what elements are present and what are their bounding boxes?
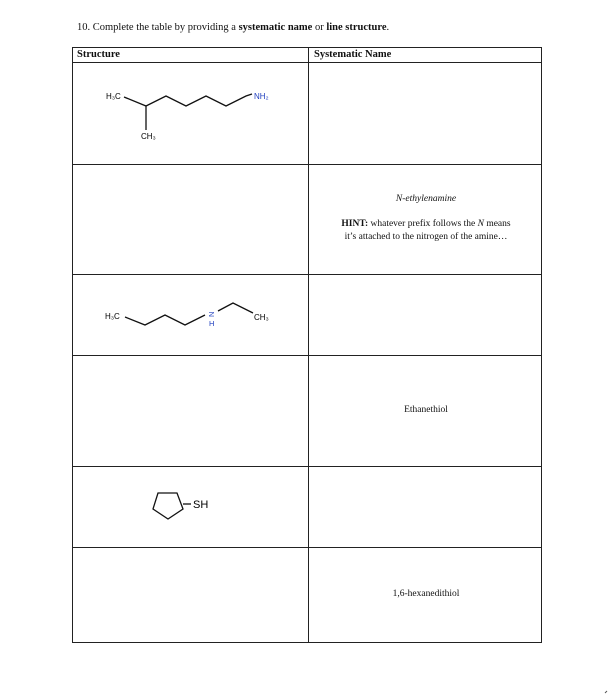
name-cell[interactable] — [309, 63, 543, 164]
nh2-label: NH₂ — [254, 92, 269, 101]
hint-body: whatever prefix follows the — [370, 219, 476, 229]
structure-amine-methyl — [73, 63, 308, 164]
question-prompt — [77, 22, 389, 33]
worksheet-table — [72, 47, 542, 643]
name-value — [309, 194, 543, 204]
question-period: . — [386, 22, 390, 33]
nh-hydrogen-label: H — [209, 319, 215, 328]
ch3-label: CH₃ — [141, 132, 156, 141]
ch3-label: CH₃ — [254, 313, 269, 322]
h3c-label: H₃C — [106, 92, 121, 101]
name-text: N-ethylenamine — [395, 194, 457, 204]
systematic-name-header: Systematic Name — [314, 49, 392, 60]
name-cell[interactable] — [309, 275, 543, 355]
question-term-systematic: systematic name — [238, 22, 313, 33]
carbon-chain — [124, 94, 252, 106]
name-cell — [309, 194, 543, 244]
name-cell — [309, 589, 543, 599]
hint-label: HINT: — [341, 219, 369, 229]
hint-text — [309, 218, 543, 244]
name-cell[interactable] — [309, 467, 543, 547]
hint-n: N — [477, 219, 484, 229]
structure-cell[interactable] — [73, 165, 308, 274]
carbon-chain-left — [125, 315, 205, 325]
hint-line-2: it’s attached to the nitrogen of the amine… — [344, 232, 508, 242]
question-connector: or — [314, 22, 324, 33]
structure-cyclopentanethiol — [73, 467, 308, 547]
h3c-label: H₃C — [105, 312, 120, 321]
name-value: 1,6-hexanedithiol — [392, 589, 460, 599]
structure-cell[interactable] — [73, 356, 308, 466]
carbon-chain-right — [218, 303, 253, 313]
sh-label: SH — [193, 499, 209, 511]
cyclopentane-ring — [153, 493, 183, 519]
nitrogen-label: N — [207, 311, 216, 317]
structure-secondary-amine — [73, 275, 308, 355]
name-cell — [309, 405, 543, 415]
hint-body-2: means — [486, 219, 511, 229]
structure-cell[interactable] — [73, 548, 308, 643]
name-value: Ethanethiol — [404, 405, 448, 415]
structure-header: Structure — [77, 49, 120, 60]
question-prefix: 10. Complete the table by providing a — [77, 22, 236, 33]
question-term-line: line structure — [326, 22, 387, 33]
page-corner-mark — [604, 690, 608, 694]
